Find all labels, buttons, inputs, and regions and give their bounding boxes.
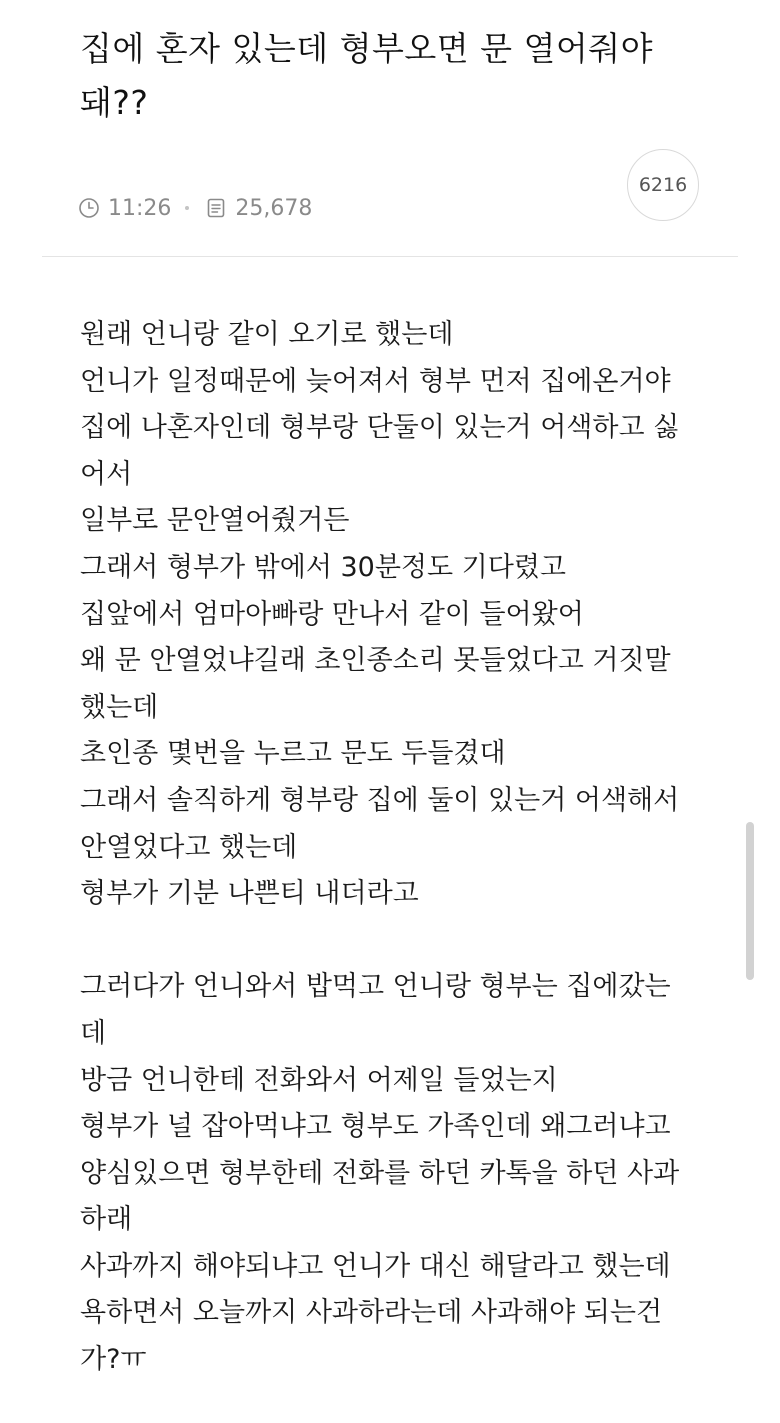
comment-count-button[interactable] bbox=[627, 149, 699, 221]
post-time: 11:26 bbox=[108, 195, 172, 221]
meta-separator bbox=[185, 206, 189, 210]
post-body-line: 그러다가 언니와서 밥먹고 언니랑 형부는 집에갔는 bbox=[80, 971, 671, 1003]
post-body-line: 가?ㅠ bbox=[80, 1344, 147, 1376]
post-body-line: 그래서 형부가 밖에서 30분정도 기다렸고 bbox=[80, 551, 566, 583]
post-body-line: 어서 bbox=[80, 458, 133, 490]
post-views: 25,678 bbox=[235, 195, 313, 221]
post-body-line: 집에 나혼자인데 형부랑 단둘이 있는거 어색하고 싫 bbox=[80, 412, 680, 444]
clock-icon bbox=[78, 197, 100, 219]
post-body-line: 데 bbox=[80, 1017, 107, 1049]
post-body-line: 방금 언니한테 전화와서 어제일 들었는지 bbox=[80, 1064, 558, 1096]
post-body-line: 초인종 몇번을 누르고 문도 두들겼대 bbox=[80, 738, 506, 770]
post-body-line: 원래 언니랑 같이 오기로 했는데 bbox=[80, 319, 454, 350]
post-title-line2: 돼?? bbox=[80, 83, 149, 122]
post-title-line1: 집에 혼자 있는데 형부오면 문 열어줘야 bbox=[80, 29, 653, 68]
comment-count: 6216 bbox=[638, 174, 688, 196]
post-body-line: 했는데 bbox=[80, 691, 159, 723]
post-body-line: 사과까지 해야되냐고 언니가 대신 해달라고 했는데 bbox=[80, 1250, 671, 1282]
post-body-line: 욕하면서 오늘까지 사과하라는데 사과해야 되는건 bbox=[80, 1297, 663, 1329]
post-body-line: 집앞에서 엄마아빠랑 만나서 같이 들어왔어 bbox=[80, 598, 584, 630]
post-body-line: 양심있으면 형부한테 전화를 하던 카톡을 하던 사과 bbox=[80, 1157, 680, 1189]
scrollbar[interactable] bbox=[746, 822, 754, 980]
document-icon bbox=[205, 197, 227, 219]
post-body-line: 하래 bbox=[80, 1204, 133, 1236]
post-meta bbox=[78, 192, 312, 224]
post-body-line: 일부로 문안열어줬거든 bbox=[80, 505, 350, 537]
post-body-line: 언니가 일정때문에 늦어져서 형부 먼저 집에온거야 bbox=[80, 365, 671, 397]
post-body-line: 안열었다고 했는데 bbox=[80, 831, 298, 863]
post-title bbox=[80, 22, 710, 130]
post-body-line: 형부가 널 잡아먹냐고 형부도 가족인데 왜그러냐고 bbox=[80, 1111, 671, 1143]
header-divider bbox=[42, 256, 738, 257]
post-body-line: 형부가 기분 나쁜티 내더라고 bbox=[80, 878, 419, 910]
post-body bbox=[80, 312, 730, 1384]
post-body-line: 왜 문 안열었냐길래 초인종소리 못들었다고 거짓말 bbox=[80, 645, 671, 677]
post-body-line: 그래서 솔직하게 형부랑 집에 둘이 있는거 어색해서 bbox=[80, 784, 680, 816]
post-body-line bbox=[80, 918, 730, 965]
